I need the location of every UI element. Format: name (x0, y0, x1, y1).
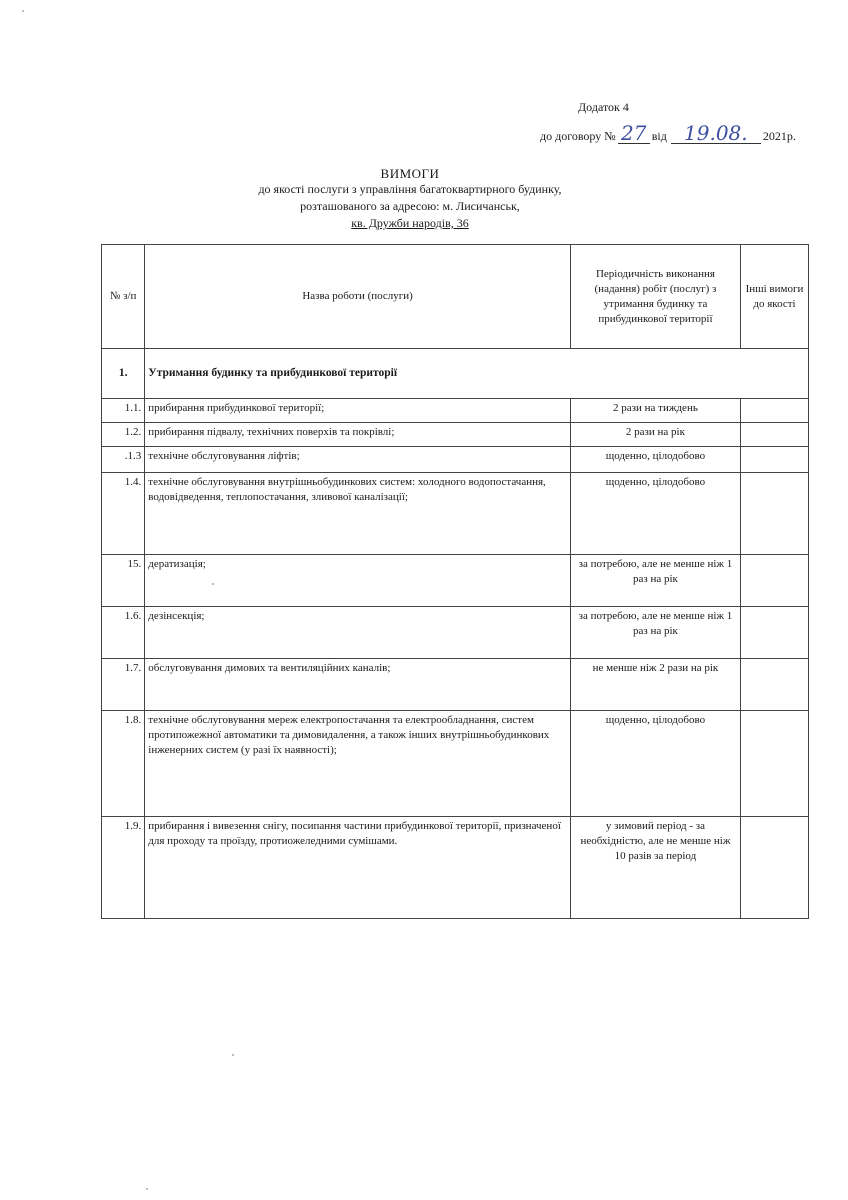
row-other (740, 817, 808, 919)
row-other (740, 399, 808, 423)
row-num: 1.8. (102, 711, 145, 817)
table-row (102, 423, 809, 447)
row-periodicity: не менше ніж 2 рази на рік (570, 659, 740, 711)
row-num: 1.2. (102, 423, 145, 447)
row-name: прибирання прибудинкової території; (145, 399, 571, 423)
row-name: прибирання підвалу, технічних поверхів та покрівлі; (145, 423, 571, 447)
row-other (740, 711, 808, 817)
row-num: 1.6. (102, 607, 145, 659)
row-num: .1.3 (102, 447, 145, 473)
contract-date-blank (671, 121, 761, 145)
row-periodicity: за потребою, але не менше ніж 1 раз на рік (570, 555, 740, 607)
row-periodicity: у зимовий період - за необхідністю, але не менше ніж 10 разів за період (570, 817, 740, 919)
contract-number-blank (618, 121, 650, 145)
row-name: прибирання і вивезення снігу, посипання частини прибудинкової території, призначеної для проходу та проїзду, протиожеледними сумішами. (145, 817, 571, 919)
table-row (102, 447, 809, 473)
contract-prefix: до договору № (540, 129, 616, 143)
row-other (740, 447, 808, 473)
row-num: 1.9. (102, 817, 145, 919)
row-num: 15. (102, 555, 145, 607)
section-row (102, 349, 809, 399)
row-name: технічне обслуговування ліфтів; (145, 447, 571, 473)
contract-number-handwritten: 27 (620, 121, 647, 145)
row-other (740, 473, 808, 555)
contract-line (540, 118, 796, 144)
row-name: дератизація; (145, 555, 571, 607)
subtitle-line-1: до якості послуги з управління багатоквартирного будинку, (258, 182, 562, 196)
row-num: 1.7. (102, 659, 145, 711)
row-periodicity: щоденно, цілодобово (570, 711, 740, 817)
table-header-row (102, 245, 809, 349)
row-other (740, 659, 808, 711)
document-title: ВИМОГИ (380, 166, 440, 181)
section-num: 1. (102, 349, 145, 399)
header-name: Назва роботи (послуги) (145, 245, 571, 349)
row-name: технічне обслуговування мереж електропостачання та електрообладнання, систем протипожежної автоматики та димовидалення, а також інших внутрішньобудинкових інженерних систем (у разі їх наявності); (145, 711, 571, 817)
row-periodicity: 2 рази на рік (570, 423, 740, 447)
row-periodicity: щоденно, цілодобово (570, 473, 740, 555)
row-name: дезінсекція; (145, 607, 571, 659)
subtitle-line-2: розташованого за адресою: м. Лисичанськ, (300, 199, 520, 213)
row-periodicity: за потребою, але не менше ніж 1 раз на рік (570, 607, 740, 659)
table-row (102, 473, 809, 555)
row-name: обслуговування димових та вентиляційних каналів; (145, 659, 571, 711)
row-num: 1.1. (102, 399, 145, 423)
row-periodicity: щоденно, цілодобово (570, 447, 740, 473)
table-row (102, 711, 809, 817)
scan-speck (146, 1188, 148, 1190)
table-row (102, 399, 809, 423)
row-num: 1.4. (102, 473, 145, 555)
contract-date-handwritten: 19.08. (684, 121, 748, 145)
row-other (740, 607, 808, 659)
table-row (102, 817, 809, 919)
row-other (740, 423, 808, 447)
table-row (102, 555, 809, 607)
section-title: Утримання будинку та прибудинкової території (145, 349, 809, 399)
row-periodicity: 2 рази на тиждень (570, 399, 740, 423)
requirements-table (101, 244, 809, 919)
scan-speck (212, 583, 214, 585)
date-prefix: від (651, 129, 667, 143)
subtitle-address: кв. Дружби народів, 36 (351, 216, 469, 230)
table-row (102, 607, 809, 659)
scan-speck (22, 10, 24, 12)
year-suffix: 2021р. (762, 129, 796, 143)
header-periodicity: Періодичність виконання (надання) робіт (послуг) з утримання будинку та прибудинкової території (570, 245, 740, 349)
addendum-label: Додаток 4 (578, 100, 629, 114)
header-num: № з/п (102, 245, 145, 349)
row-name: технічне обслуговування внутрішньобудинкових систем: холодного водопостачання, водовідведення, теплопостачання, зливової каналізації; (145, 473, 571, 555)
header-other: Інші вимоги до якості (740, 245, 808, 349)
table-row (102, 659, 809, 711)
row-other (740, 555, 808, 607)
scan-speck (232, 1054, 234, 1056)
